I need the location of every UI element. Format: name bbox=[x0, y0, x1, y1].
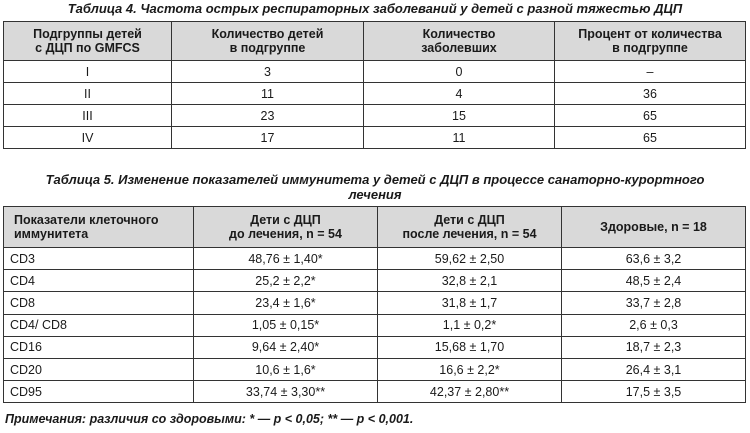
table-row bbox=[4, 292, 746, 314]
table-cell: CD4/ CD8 bbox=[4, 314, 194, 336]
table-cell: 31,8 ± 1,7 bbox=[378, 292, 562, 314]
table-cell: 0 bbox=[364, 61, 555, 83]
table5-caption bbox=[0, 172, 750, 202]
table-cell: 33,74 ± 3,30** bbox=[194, 381, 378, 403]
table-row bbox=[4, 127, 746, 149]
table-row bbox=[4, 61, 746, 83]
table-cell: 18,7 ± 2,3 bbox=[562, 336, 746, 358]
table-cell: 65 bbox=[555, 127, 746, 149]
table-row bbox=[4, 248, 746, 270]
table5-header-cell: Дети с ДЦП после лечения, n = 54 bbox=[378, 207, 562, 248]
table5-caption-line1: Таблица 5. Изменение показателей иммунитета у детей с ДЦП в процессе санаторно-курортного bbox=[45, 172, 705, 187]
table-cell: 23 bbox=[172, 105, 364, 127]
table-cell: 4 bbox=[364, 83, 555, 105]
table-cell: 48,76 ± 1,40* bbox=[194, 248, 378, 270]
table-cell: 9,64 ± 2,40* bbox=[194, 336, 378, 358]
table-cell: 11 bbox=[364, 127, 555, 149]
table-cell: 63,6 ± 3,2 bbox=[562, 248, 746, 270]
table-cell: 32,8 ± 2,1 bbox=[378, 270, 562, 292]
table-cell: 3 bbox=[172, 61, 364, 83]
table-cell: 2,6 ± 0,3 bbox=[562, 314, 746, 336]
table-cell: – bbox=[555, 61, 746, 83]
table4-header-cell: Процент от количества в подгруппе bbox=[555, 22, 746, 61]
table4-header-cell: Подгруппы детей с ДЦП по GMFCS bbox=[4, 22, 172, 61]
table4-caption: Таблица 4. Частота острых респираторных заболеваний у детей с разной тяжестью ДЦП bbox=[67, 1, 683, 16]
table-row bbox=[4, 83, 746, 105]
table4 bbox=[3, 21, 746, 149]
table5-note: Примечания: различия со здоровыми: * — p < 0,05; ** — p < 0,001. bbox=[5, 412, 414, 426]
table-row bbox=[4, 381, 746, 403]
table5-header-cell: Здоровые, n = 18 bbox=[562, 207, 746, 248]
table-cell: 33,7 ± 2,8 bbox=[562, 292, 746, 314]
table-cell: CD4 bbox=[4, 270, 194, 292]
table-row bbox=[4, 336, 746, 358]
table4-header-cell: Количество заболевших bbox=[364, 22, 555, 61]
table-cell: 15 bbox=[364, 105, 555, 127]
table-cell: 11 bbox=[172, 83, 364, 105]
table-cell: 65 bbox=[555, 105, 746, 127]
table-cell: II bbox=[4, 83, 172, 105]
table-cell: CD8 bbox=[4, 292, 194, 314]
table-cell: IV bbox=[4, 127, 172, 149]
table5-header-cell: Дети с ДЦП до лечения, n = 54 bbox=[194, 207, 378, 248]
table-cell: CD3 bbox=[4, 248, 194, 270]
table-cell: 59,62 ± 2,50 bbox=[378, 248, 562, 270]
table-cell: CD95 bbox=[4, 381, 194, 403]
table4-header-row bbox=[4, 22, 746, 61]
table4-header-cell: Количество детей в подгруппе bbox=[172, 22, 364, 61]
table-cell: 16,6 ± 2,2* bbox=[378, 358, 562, 380]
table-row bbox=[4, 270, 746, 292]
table-cell: 48,5 ± 2,4 bbox=[562, 270, 746, 292]
table5-caption-line2: лечения bbox=[348, 187, 402, 202]
table-cell: I bbox=[4, 61, 172, 83]
table-cell: 17 bbox=[172, 127, 364, 149]
table-cell: 1,05 ± 0,15* bbox=[194, 314, 378, 336]
table-cell: 15,68 ± 1,70 bbox=[378, 336, 562, 358]
table-cell: 10,6 ± 1,6* bbox=[194, 358, 378, 380]
table-cell: 1,1 ± 0,2* bbox=[378, 314, 562, 336]
table-row bbox=[4, 358, 746, 380]
table-cell: 26,4 ± 3,1 bbox=[562, 358, 746, 380]
table5-header-cell: Показатели клеточного иммунитета bbox=[4, 207, 194, 248]
table-cell: CD20 bbox=[4, 358, 194, 380]
table5 bbox=[3, 206, 746, 403]
table-cell: 23,4 ± 1,6* bbox=[194, 292, 378, 314]
table-cell: 17,5 ± 3,5 bbox=[562, 381, 746, 403]
table-cell: CD16 bbox=[4, 336, 194, 358]
table5-header-row bbox=[4, 207, 746, 248]
table-cell: 25,2 ± 2,2* bbox=[194, 270, 378, 292]
table-row bbox=[4, 314, 746, 336]
table-row bbox=[4, 105, 746, 127]
table-cell: III bbox=[4, 105, 172, 127]
table-cell: 36 bbox=[555, 83, 746, 105]
table-cell: 42,37 ± 2,80** bbox=[378, 381, 562, 403]
